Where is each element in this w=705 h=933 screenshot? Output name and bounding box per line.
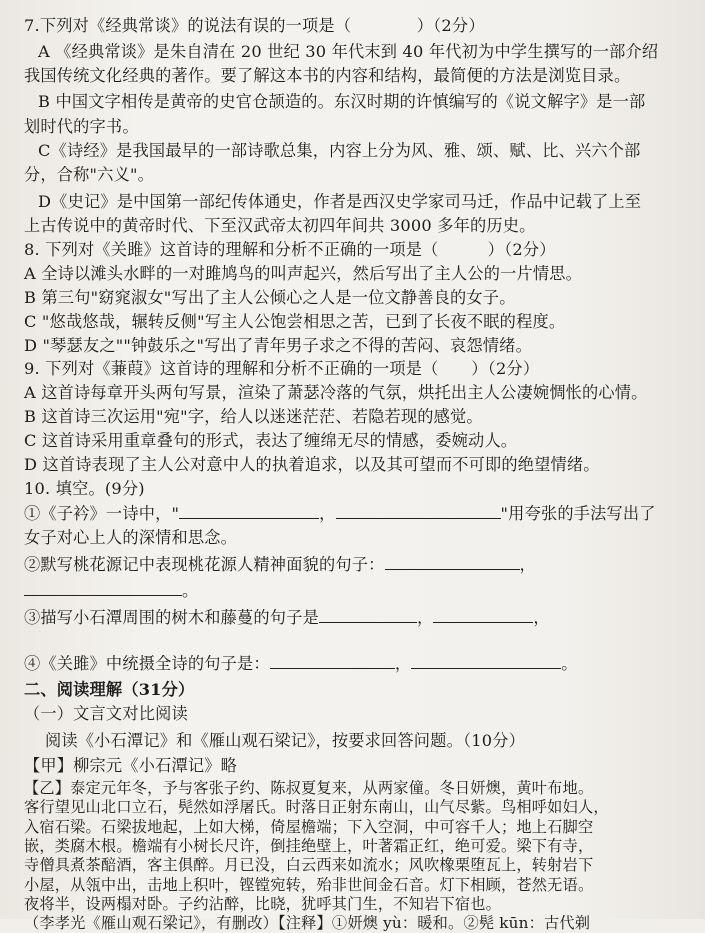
fill-q1: [24, 502, 693, 526]
q8-option-d: D "琴瑟友之""钟鼓乐之"写出了青年男子求之不得的苦闷、哀怨情绪。: [24, 336, 532, 355]
passage-yi-line: 客行望见山北口立石，髡然如浮屠氏。时落日正射东南山，山气尽紫。鸟相呼如妇人，: [24, 798, 609, 817]
q9-option-c: C 这首诗采用重章叠句的形式，表达了缠绵无尽的情感，委婉动人。: [24, 431, 518, 450]
passage-yi-line: 嵌，类腐木根。檐端有小树长尺许，倒挂绝壁上，叶著霜正红，绝可爱。梁下有寺，: [24, 836, 594, 855]
fill-q4-prefix: ④《关雎》中统摄全诗的句子是：: [24, 654, 270, 673]
q7-option-a: A 《经典常谈》是朱自清在 20 世纪 30 年代末到 40 年代初为中学生撰写的一部介绍: [38, 42, 659, 61]
fill-q2-prefix: ②默写桃花源记中表现桃花源人精神面貌的句子：: [24, 555, 385, 574]
section-reading-heading: 二、阅读理解（31分）: [24, 680, 195, 699]
fill-q1-blank-1[interactable]: [179, 502, 319, 519]
passage-yi-line: 小屋，从瓴中出，击地上积叶，铿镗宛转，殆非世间金石音。灯下相顾，苍然无语。: [24, 875, 594, 894]
subsection-heading: （一）文言文对比阅读: [24, 704, 188, 723]
fill-q2-cont: [24, 579, 693, 603]
q8-option-b: B 第三句"窈窕淑女"写出了主人公倾心之人是一位文静善良的女子。: [24, 288, 516, 307]
q10-stem: 10. 填空。(9分): [24, 479, 145, 498]
q9-option-b: B 这首诗三次运用"宛"字，给人以迷迷茫茫、若隐若现的感觉。: [24, 407, 483, 426]
passage-yi-line: 【乙】泰定元年冬，予与客张子约、陈叔夏复来，从两家僮。冬日妍燠，黄叶布地。: [24, 779, 594, 797]
fill-q2-end: 。: [182, 581, 199, 600]
passage-note: （李孝光《雁山观石梁记》，有删改）【注释】①妍燠 yù：暖和。②髡 kūn：古代剃: [24, 914, 591, 933]
fill-q1-cont: 女子对心上人的深情和思念。: [24, 528, 238, 547]
passage-yi-line: 入宿石梁。石梁拔地起，上如大梯，倚屋檐端；下入空洞，中可容千人；地上石脚空: [24, 817, 594, 836]
fill-q3: [24, 606, 693, 630]
q8-option-a: A 全诗以滩头水畔的一对雎鸠鸟的叫声起兴，然后写出了主人公的一片情思。: [24, 264, 583, 283]
fill-q2-blank-2[interactable]: [24, 579, 182, 596]
q9-stem: 9. 下列对《蒹葭》这首诗的理解和分析不正确的一项是（ ）（2分）: [24, 359, 540, 378]
fill-q4-blank-1[interactable]: [270, 652, 395, 669]
passage-yi-line: 寺僧具煮茶醅酒，客主俱醉。月已没，白云西来如流水；风吹橡栗堕瓦上，转射岩下: [24, 856, 594, 875]
fill-q3-blank-1[interactable]: [319, 606, 417, 623]
q9-option-d: D 这首诗表现了主人公对意中人的执着追求，以及其可望而不可即的绝望情绪。: [24, 455, 600, 474]
fill-q2: [24, 553, 693, 577]
q7-stem: 7.下列对《经典常谈》的说法有误的一项是（ ）（2分）: [24, 16, 485, 35]
fill-q3-prefix: ③描写小石潭周围的树木和藤蔓的句子是: [24, 608, 319, 627]
passage-yi-line: 夜将半，设两榻对卧。子约沾醉，比晓，犹呼其门生，不知岩下宿也。: [24, 894, 502, 913]
fill-q4-sep: ，: [394, 654, 412, 673]
fill-q1-suffix: "用夸张的手法写出了: [500, 504, 656, 523]
fill-q4-blank-2[interactable]: [411, 652, 561, 669]
reading-instruction: 阅读《小石潭记》和《雁山观石梁记》，按要求回答问题。（10分）: [45, 731, 526, 750]
fill-q1-sep: ，: [319, 504, 336, 523]
fill-q2-sep: ，: [519, 555, 536, 574]
q7-option-d-cont: 上古传说中的黄帝时代、下至汉武帝太初四年间共 3000 多年的历史。: [24, 216, 536, 235]
fill-q4: [24, 652, 693, 676]
q7-option-b: B 中国文字相传是黄帝的史官仓颉造的。东汉时期的许慎编写的《说文解字》是一部: [38, 92, 646, 111]
fill-q4-end: 。: [561, 654, 578, 673]
fill-q3-end: ，: [533, 608, 550, 627]
q8-option-c: C "悠哉悠哉，辗转反侧"写主人公饱尝相思之苦，已到了长夜不眠的程度。: [24, 312, 566, 331]
fill-q1-blank-2[interactable]: [336, 502, 501, 519]
fill-q2-blank-1[interactable]: [385, 553, 520, 570]
q7-option-d: D《史记》是中国第一部纪传体通史，作者是西汉史学家司马迁，作品中记载了上至: [38, 192, 642, 211]
q8-stem: 8. 下列对《关雎》这首诗的理解和分析不正确的一项是（ ）（2分）: [24, 240, 556, 259]
q7-option-c-cont: 分，合称"六义"。: [24, 165, 155, 184]
q7-option-b-cont: 划时代的字书。: [24, 117, 139, 136]
q7-option-c: C《诗经》是我国最早的一部诗歌总集，内容上分为风、雅、颂、赋、比、兴六个部: [38, 141, 641, 160]
passage-jia: 【甲】柳宗元《小石潭记》略: [24, 756, 238, 775]
q9-option-a: A 这首诗每章开头两句写景，渲染了萧瑟冷落的气氛，烘托出主人公凄婉惆怅的心情。: [24, 383, 648, 402]
fill-q3-sep: ，: [416, 608, 434, 627]
q7-option-a-cont: 我国传统文化经典的著作。要了解这本书的内容和结构，最简便的方法是浏览目录。: [24, 66, 631, 85]
fill-q3-blank-2[interactable]: [433, 606, 533, 623]
fill-q1-prefix: ①《子衿》一诗中，": [24, 504, 180, 523]
